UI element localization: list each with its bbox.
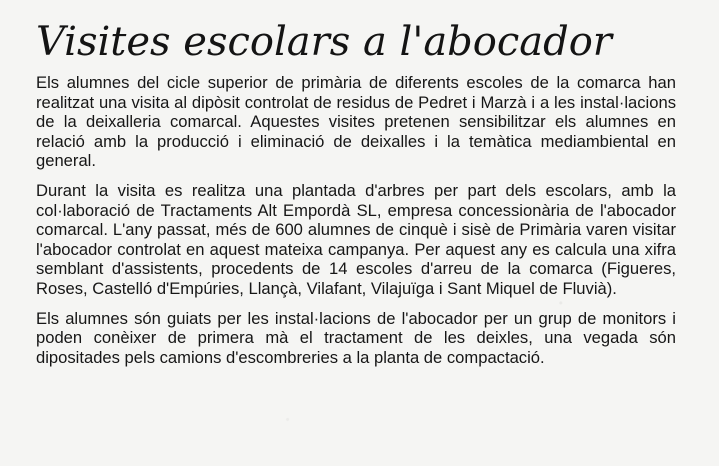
paragraph-1: Els alumnes del cicle superior de primària de diferents escoles de la comarca han realitzat una visita al dipòsit controlat de residus de Pedret i Marzà i a les instal·lacions de la deixalleria comarcal. Aquestes visites pretenen sensibilitzar els alumnes en relació amb la producció i eliminació de deixalles i la temàtica mediambiental en general. bbox=[36, 73, 676, 171]
paragraph-3: Els alumnes són guiats per les instal·lacions de l'abocador per un grup de monitors i poden conèixer de primera mà el tractament de les deixles, una vegada són dipositades pels camions d'escombreries a la planta de compactació. bbox=[36, 308, 676, 367]
paragraph-2: Durant la visita es realitza una plantada d'arbres per part dels escolars, amb la col·laboració de Tractaments Alt Empordà SL, empresa concessionària de l'abocador comarcal. L'any passat, més de 600 alumnes de cinquè i sisè de Primària varen visitar l'abocador controlat en aquest mateixa campanya. Per aquest any es calcula una xifra semblant d'assistents, procedents de 14 escoles d'arreu de la comarca (Figueres, Roses, Castelló d'Empúries, Llançà, Vilafant, Vilajuïga i Sant Miquel de Fluvià). bbox=[36, 180, 676, 298]
article-body bbox=[36, 73, 676, 367]
headline: Visites escolars a l'abocador bbox=[36, 19, 612, 65]
